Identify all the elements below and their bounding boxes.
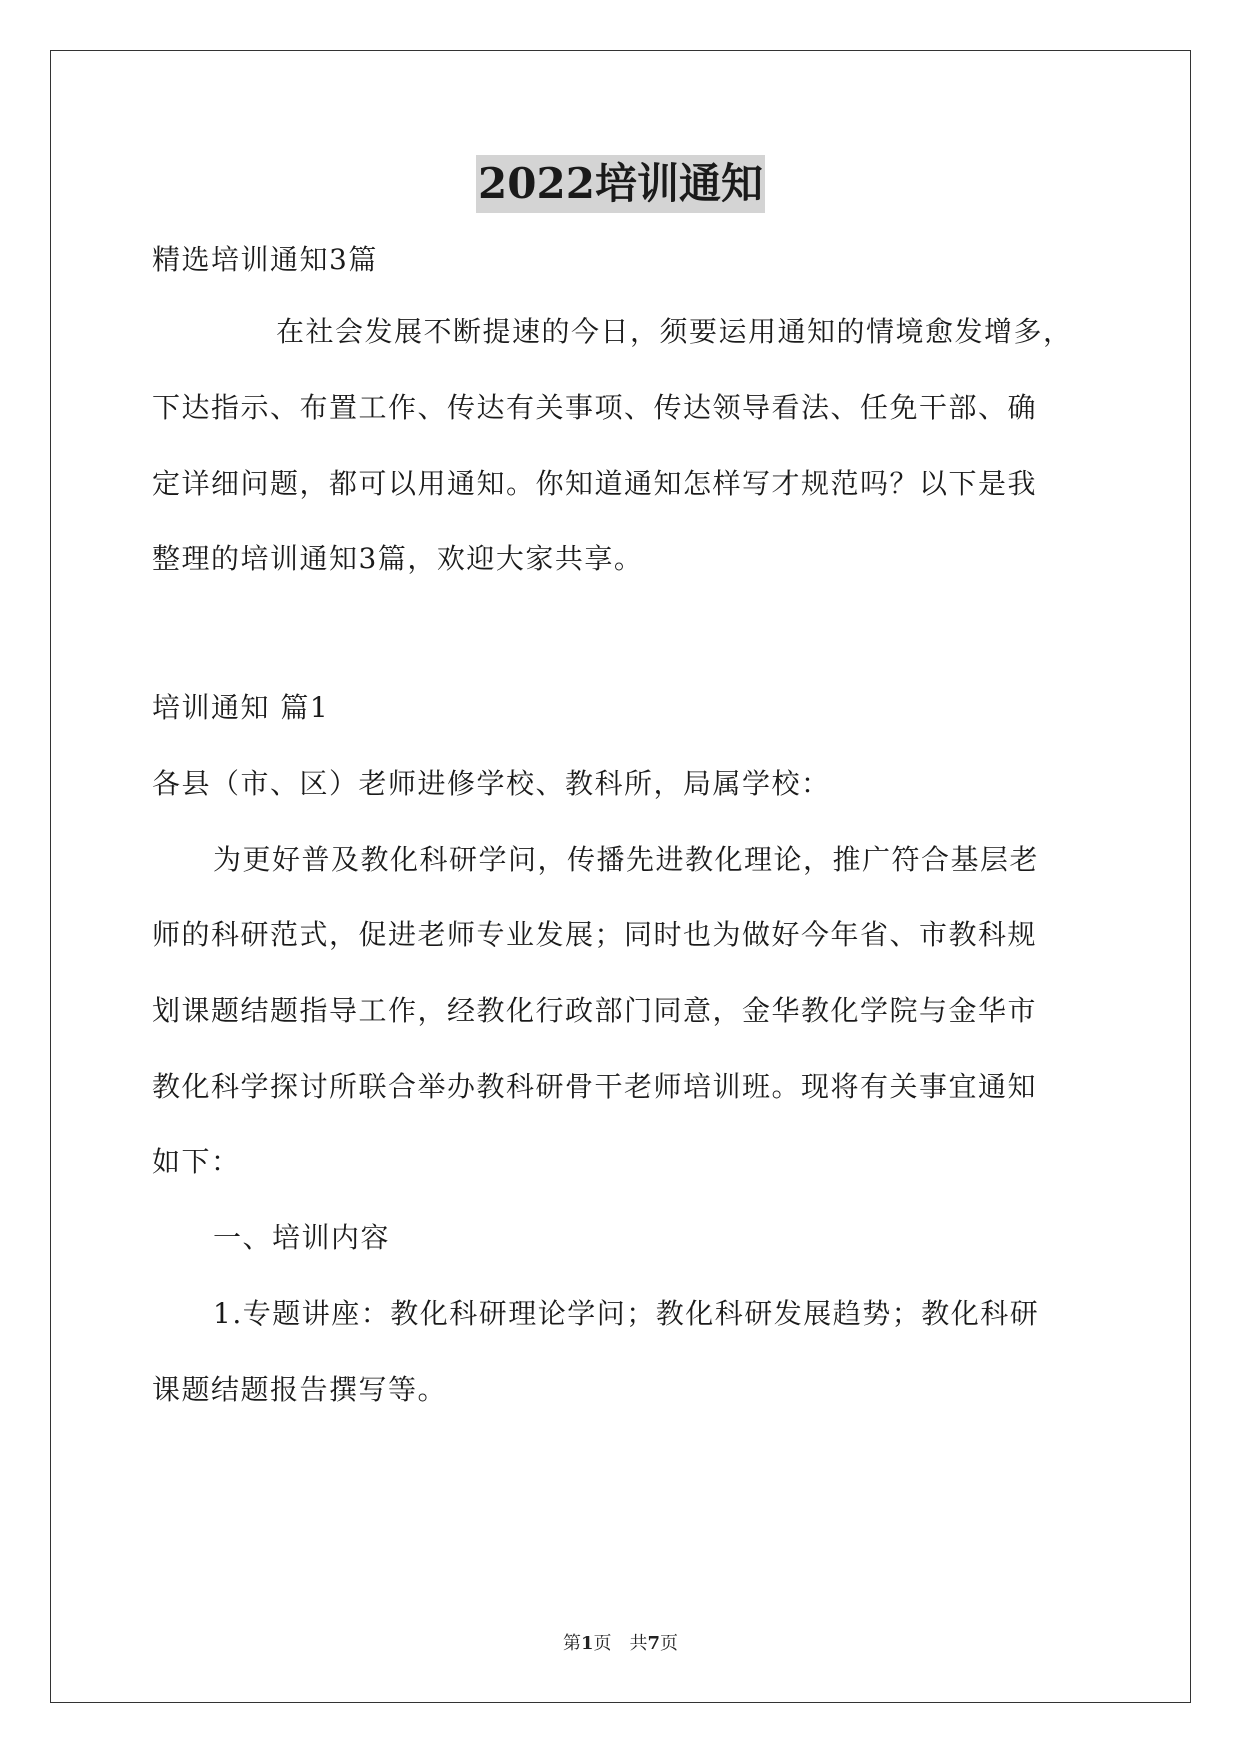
addressee: 各县（市、区）老师进修学校、教科所，局属学校： xyxy=(152,767,831,800)
footer-page-current: 1 xyxy=(580,1633,594,1654)
document-subtitle: 精选培训通知3篇 xyxy=(152,243,378,276)
item-1-line-2: 课题结题报告撰写等。 xyxy=(152,1373,448,1406)
document-title: 2022培训通知 xyxy=(476,155,765,213)
footer-suffix: 页 xyxy=(660,1633,679,1654)
title-container xyxy=(0,155,1241,213)
body-line-5: 如下： xyxy=(152,1145,241,1178)
body-line-3: 划课题结题指导工作，经教化行政部门同意，金华教化学院与金华市 xyxy=(152,994,1038,1027)
section-heading: 培训通知 篇1 xyxy=(152,691,330,724)
intro-line-1: 在社会发展不断提速的今日，须要运用通知的情境愈发增多， xyxy=(276,315,1073,348)
intro-line-2: 下达指示、布置工作、传达有关事项、传达领导看法、任免干部、确 xyxy=(152,391,1038,424)
page-footer xyxy=(0,1632,1241,1656)
intro-line-4: 整理的培训通知3篇，欢迎大家共享。 xyxy=(152,542,644,575)
footer-page-total: 7 xyxy=(647,1633,661,1654)
footer-mid: 页 共 xyxy=(593,1633,648,1654)
intro-line-3: 定详细问题，都可以用通知。你知道通知怎样写才规范吗？以下是我 xyxy=(152,467,1038,500)
footer-prefix: 第 xyxy=(562,1633,581,1654)
body-line-2: 师的科研范式，促进老师专业发展；同时也为做好今年省、市教科规 xyxy=(152,918,1038,951)
item-1-line-1: 1.专题讲座：教化科研理论学问；教化科研发展趋势；教化科研 xyxy=(213,1297,1040,1330)
item-heading: 一、培训内容 xyxy=(213,1221,391,1254)
body-line-4: 教化科学探讨所联合举办教科研骨干老师培训班。现将有关事宜通知 xyxy=(152,1070,1038,1103)
body-line-1: 为更好普及教化科研学问，传播先进教化理论，推广符合基层老 xyxy=(213,843,1040,876)
